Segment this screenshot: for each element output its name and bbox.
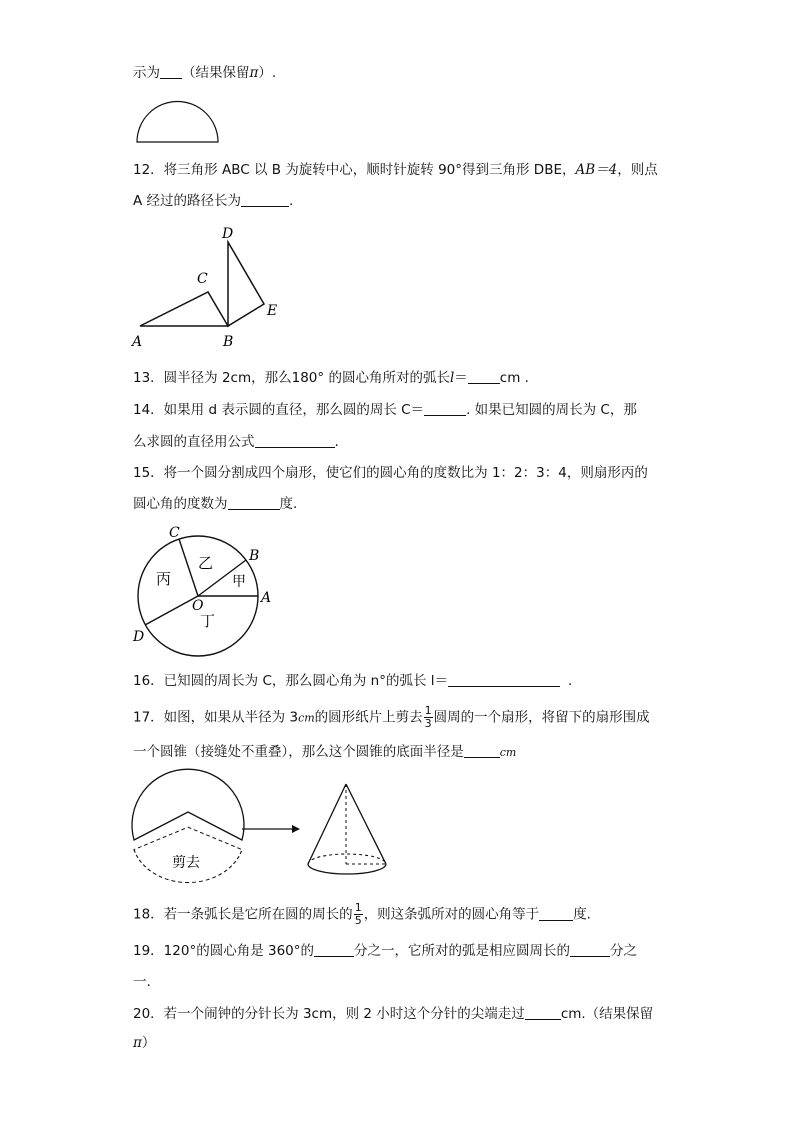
q11-text: 示为 (133, 65, 160, 81)
fraction-denominator: 5 (354, 914, 362, 927)
q15-blank[interactable] (228, 495, 280, 510)
label-e: E (267, 303, 278, 319)
q12-blank[interactable] (241, 192, 289, 207)
q19-text-c: 分之 (610, 943, 638, 959)
sector-ding-label: 丁 (200, 612, 216, 630)
q18-text: 18．若一条弧长是它所在圆的周长的 (133, 906, 353, 923)
q20-blank[interactable] (525, 1005, 561, 1020)
q12-triangle-figure (128, 222, 288, 352)
q14-text-b: . 如果已知圆的周长为 C，那 (466, 402, 637, 418)
q17-text-b: 的圆形纸片上剪去 (314, 709, 423, 726)
fraction-numerator: 1 (424, 704, 432, 717)
q19-blank-1[interactable] (314, 942, 354, 957)
q15-line2 (133, 494, 297, 514)
fraction-one-fifth (354, 902, 363, 927)
q19-text-b: 分之一，它所对的弧是相应圆周长的 (354, 943, 571, 959)
q13-var-l: l (449, 370, 455, 386)
q14-text: 14．如果用 d 表示圆的直径，那么圆的周长 C＝ (133, 402, 425, 418)
q15-circle-figure (128, 520, 278, 650)
q15-text: 圆心角的度数为 (133, 496, 228, 512)
label-o: O (192, 598, 204, 614)
q17-unit-cm: cm (298, 711, 315, 725)
q13-equals: ＝ (454, 370, 468, 386)
q16-blank[interactable] (448, 672, 560, 687)
q14-blank-2[interactable] (255, 433, 335, 448)
semicircle-figure (135, 96, 220, 144)
q12-text-c: A 经过的路径长为 (133, 193, 242, 209)
q13-line (133, 368, 529, 388)
label-c: C (169, 525, 180, 541)
label-b: B (223, 334, 234, 350)
q11-text-c: ）. (258, 65, 277, 81)
pi-symbol: π (249, 65, 259, 81)
q17-line1 (133, 705, 650, 730)
fraction-denominator: 3 (424, 717, 432, 730)
label-b: B (249, 548, 260, 564)
q20-line1 (133, 1004, 653, 1024)
label-c: C (197, 271, 208, 287)
q17-line2 (133, 742, 516, 763)
q11-line (133, 63, 276, 83)
q19-text: 19．120°的圆心角是 360°的 (133, 943, 315, 959)
q13-text: 13．圆半径为 2cm，那么180° 的圆心角所对的弧长 (133, 370, 450, 386)
pi-symbol: π (133, 1035, 142, 1051)
q20-text-b: cm.（结果保留 (560, 1006, 654, 1022)
q18-text-c: 度. (573, 906, 591, 923)
label-a: A (261, 590, 272, 606)
sector-bing-label: 丙 (156, 570, 172, 588)
q19-line1 (133, 941, 637, 961)
q17-unit-cm-2: cm (499, 746, 517, 759)
q11-text-b: （结果保留 (182, 65, 250, 81)
q14-blank-1[interactable] (424, 401, 466, 416)
q17-blank[interactable] (464, 743, 500, 758)
sector-jia-label: 甲 (232, 574, 246, 590)
q15-line1: 15．将一个圆分割成四个扇形，使它们的圆心角的度数比为 1：2：3：4，则扇形丙的 (133, 465, 648, 481)
fraction-numerator: 1 (354, 901, 362, 914)
label-d: D (222, 226, 234, 242)
q12-text: 12．将三角形 ABC 以 B 为旋转中心，顺时针旋转 90°得到三角形 DBE， (133, 162, 576, 178)
q20-text: 20．若一个闹钟的分针长为 3cm，则 2 小时这个分针的尖端走过 (133, 1006, 525, 1022)
q13-unit: cm . (499, 370, 529, 386)
q15-text-b: 度. (279, 496, 298, 512)
q12-line1 (133, 160, 658, 180)
q16-text-b: . (568, 673, 573, 689)
q17-text-c: 圆周的一个扇形，将留下的扇形围成 (433, 709, 650, 726)
q17-sector-figure (128, 778, 248, 898)
q14-line1 (133, 400, 637, 420)
q12-text-b: ，则点 (617, 162, 658, 178)
q14-text-c: 么求圆的直径用公式 (133, 434, 255, 450)
arrow-icon (242, 823, 300, 835)
q18-line (133, 902, 591, 927)
sector-yi-label: 乙 (198, 554, 214, 572)
q17-text: 17．如图，如果从半径为 3 (133, 709, 299, 726)
q17-text-d: 一个圆锥（接缝处不重叠），那么这个圆锥的底面半径是 (133, 744, 464, 760)
q12-line2 (133, 191, 293, 211)
q14-text-d: . (334, 434, 339, 450)
q16-line (133, 671, 572, 691)
q13-blank[interactable] (468, 369, 500, 384)
q12-equation: AB＝4 (575, 162, 618, 178)
q18-blank[interactable] (539, 906, 573, 921)
q16-text: 16．已知圆的周长为 C，那么圆心角为 n°的弧长 l＝ (133, 673, 449, 689)
q20-close-paren: ） (141, 1035, 156, 1051)
cut-label: 剪去 (172, 855, 200, 871)
cone-figure (300, 782, 400, 882)
q14-line2 (133, 432, 339, 452)
q18-text-b: ，则这条弧所对的圆心角等于 (363, 906, 540, 923)
q19-blank-2[interactable] (570, 942, 610, 957)
q19-line2: 一. (133, 974, 151, 990)
q11-blank[interactable] (160, 64, 182, 79)
fraction-one-third (424, 705, 433, 730)
q12-text-d: . (289, 193, 294, 209)
label-a: A (132, 334, 143, 350)
label-d: D (133, 629, 145, 645)
q20-line2 (133, 1033, 155, 1053)
